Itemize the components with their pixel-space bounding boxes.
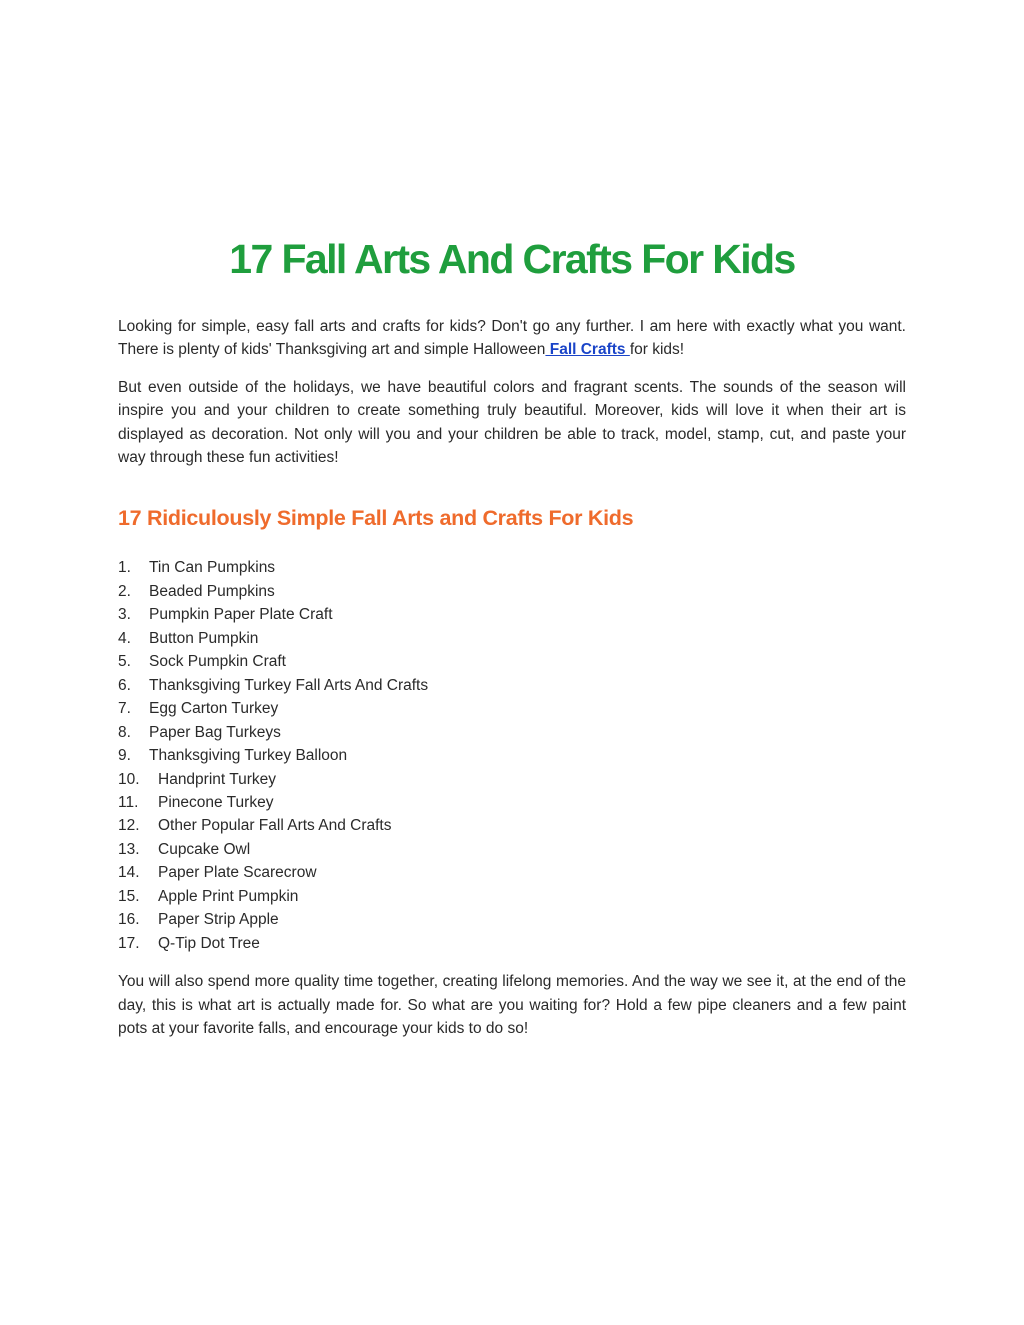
- list-item: [118, 744, 906, 767]
- list-item-label: Paper Strip Apple: [158, 911, 279, 929]
- list-item-number: 7.: [118, 700, 131, 718]
- list-item: [118, 814, 906, 837]
- section-heading: 17 Ridiculously Simple Fall Arts and Crafts For Kids: [118, 506, 634, 531]
- intro-tail: for kids!: [629, 341, 685, 359]
- list-item-number: 13.: [118, 840, 140, 858]
- list-item-label: Handprint Turkey: [158, 770, 277, 788]
- list-item-number: 3.: [118, 606, 131, 624]
- intro-text: Looking for simple, easy fall arts and crafts for kids? Don't go any further. I am here with exactly what you want. There is plenty of kids' Thanksgiving art and simple Halloween: [118, 318, 906, 359]
- list-item-number: 10.: [118, 770, 140, 788]
- list-item-number: 5.: [118, 653, 131, 671]
- list-item-label: Pumpkin Paper Plate Craft: [149, 606, 333, 624]
- list-item-number: 16.: [118, 911, 140, 929]
- list-item-label: Q-Tip Dot Tree: [158, 934, 260, 952]
- list-item: [118, 674, 906, 697]
- list-item-label: Other Popular Fall Arts And Crafts: [158, 817, 392, 835]
- list-item: [118, 650, 906, 673]
- list-item: [118, 768, 906, 791]
- list-item-number: 8.: [118, 723, 131, 741]
- list-item-number: 11.: [118, 793, 139, 811]
- list-item: [118, 908, 906, 931]
- list-item-label: Paper Plate Scarecrow: [158, 864, 317, 882]
- list-item-label: Beaded Pumpkins: [149, 582, 275, 600]
- page-title: 17 Fall Arts And Crafts For Kids: [229, 236, 795, 282]
- list-item: [118, 838, 906, 861]
- list-item-label: Button Pumpkin: [149, 629, 259, 647]
- list-item-label: Paper Bag Turkeys: [149, 723, 281, 741]
- list-item: [118, 603, 906, 626]
- list-item-number: 12.: [118, 817, 140, 835]
- crafts-list: [118, 556, 906, 955]
- list-item-number: 17.: [118, 934, 140, 952]
- list-item: [118, 556, 906, 579]
- list-item-label: Tin Can Pumpkins: [149, 559, 276, 577]
- list-item-number: 9.: [118, 747, 131, 765]
- list-item: [118, 791, 906, 814]
- list-item: [118, 627, 906, 650]
- list-item-number: 6.: [118, 676, 131, 694]
- fall-crafts-link[interactable]: Fall Crafts: [545, 341, 630, 359]
- list-item-number: 15.: [118, 887, 140, 905]
- list-item-label: Thanksgiving Turkey Balloon: [149, 747, 348, 765]
- list-item-label: Pinecone Turkey: [158, 793, 274, 811]
- list-item-number: 14.: [118, 864, 140, 882]
- list-item-number: 2.: [118, 582, 131, 600]
- closing-paragraph: You will also spend more quality time together, creating lifelong memories. And the way we see it, at the end of the day, this is what art is actually made for. So what are you waiting for? Hold a few pipe cleaners and a few paint pots at your favorite falls, and encourage your kids to do so!: [118, 973, 906, 1037]
- list-item: [118, 932, 906, 955]
- list-item-label: Sock Pumpkin Craft: [149, 653, 286, 671]
- list-item: [118, 697, 906, 720]
- list-item-label: Apple Print Pumpkin: [158, 887, 299, 905]
- document-page: [118, 230, 906, 1040]
- list-item: [118, 580, 906, 603]
- holidays-paragraph: But even outside of the holidays, we have beautiful colors and fragrant scents. The sounds of the season will inspire you and your children to create something truly beautiful. Moreover, kids will love it when their art is displayed as decoration. Not only will you and your children be able to track, model, stamp, cut, and paste your way through these fun activities!: [118, 378, 906, 467]
- list-item-number: 4.: [118, 629, 131, 647]
- list-item: [118, 885, 906, 908]
- list-item: [118, 721, 906, 744]
- list-item-label: Cupcake Owl: [158, 840, 251, 858]
- list-item-number: 1.: [118, 559, 131, 577]
- list-item-label: Egg Carton Turkey: [149, 700, 279, 718]
- intro-paragraph: [118, 315, 906, 362]
- list-item-label: Thanksgiving Turkey Fall Arts And Crafts: [149, 676, 429, 694]
- list-item: [118, 861, 906, 884]
